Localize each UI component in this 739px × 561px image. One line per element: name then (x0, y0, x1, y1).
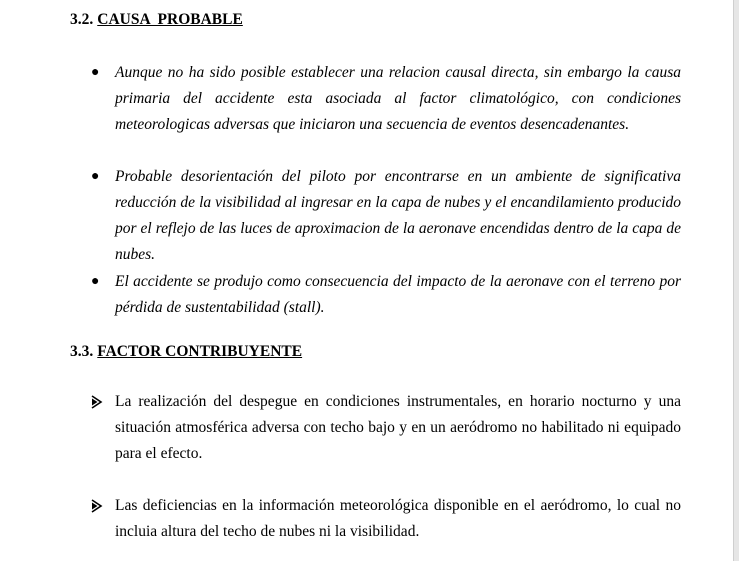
section-title: CAUSA PROBABLE (97, 11, 243, 28)
arrow-bullet-icon (90, 389, 104, 415)
contributing-factor-item: La realización del despegue en condiciones instrumentales, en horario nocturno y una situación atmosférica adversa con techo bajo y en un aeródromo no habilitado ni equipado para el efecto. (115, 393, 681, 462)
cause-item: El accidente se produjo como consecuencia del impacto de la aeronave con el terreno por pérdida de sustentabilidad (stall). (115, 273, 681, 316)
page-edge-shadow (733, 0, 739, 561)
arrow-bullet-icon (90, 493, 104, 519)
cause-item: Aunque no ha sido posible establecer una relacion causal directa, sin embargo la causa primaria del accidente esta asociada al factor climatológico, con condiciones meteorologicas adversas que iniciaron una secuencia de eventos desencadenantes. (115, 64, 681, 133)
contributing-factor-item: Las deficiencias en la información meteorológica disponible en el aeródromo, lo cual no incluia altura del techo de nubes ni la visibilidad. (115, 497, 681, 540)
section-heading-factor-contribuyente (70, 343, 302, 361)
bullet-dot-icon: ● (91, 65, 100, 80)
section-number: 3.3. (70, 343, 94, 360)
section-title: FACTOR CONTRIBUYENTE (97, 343, 303, 360)
section-number: 3.2. (70, 11, 94, 28)
cause-item: Probable desorientación del piloto por encontrarse en un ambiente de significativa reducción de la visibilidad al ingresar en la capa de nubes y el encandilamiento producido por el reflejo de las luces de aproximacion de la aeronave encendidas dentro de la capa de nubes. (115, 168, 681, 263)
section-heading-causa-probable (70, 11, 243, 29)
bullet-dot-icon: ● (91, 169, 100, 184)
bullet-dot-icon: ● (91, 274, 100, 289)
